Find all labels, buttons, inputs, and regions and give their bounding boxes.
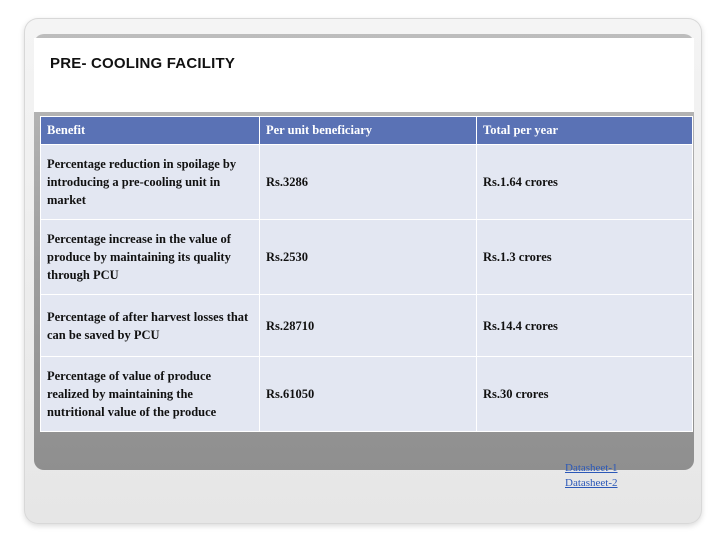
benefit-cell: Percentage increase in the value of produce by maintaining its quality through PCU [41, 220, 260, 295]
benefit-cell: Percentage reduction in spoilage by introducing a pre-cooling unit in market [41, 145, 260, 220]
slide-title: PRE- COOLING FACILITY [50, 55, 236, 72]
title-bar [34, 38, 694, 112]
column-header-total: Total per year [477, 117, 693, 145]
table-row [41, 357, 693, 432]
datasheet-links [565, 461, 618, 491]
datasheet-2-link[interactable]: Datasheet-2 [565, 477, 618, 489]
total-cell: Rs.14.4 crores [477, 295, 693, 357]
per-unit-cell: Rs.28710 [260, 295, 477, 357]
total-cell: Rs.30 crores [477, 357, 693, 432]
per-unit-cell: Rs.3286 [260, 145, 477, 220]
table-header-row [41, 117, 693, 145]
table-row [41, 220, 693, 295]
table-row [41, 295, 693, 357]
benefit-cell: Percentage of value of produce realized by maintaining the nutritional value of the produce [41, 357, 260, 432]
benefit-cell: Percentage of after harvest losses that can be saved by PCU [41, 295, 260, 357]
column-header-benefit: Benefit [41, 117, 260, 145]
datasheet-1-link[interactable]: Datasheet-1 [565, 462, 618, 474]
total-cell: Rs.1.3 crores [477, 220, 693, 295]
benefits-table [40, 116, 693, 432]
per-unit-cell: Rs.61050 [260, 357, 477, 432]
column-header-per-unit: Per unit beneficiary [260, 117, 477, 145]
per-unit-cell: Rs.2530 [260, 220, 477, 295]
table-row [41, 145, 693, 220]
total-cell: Rs.1.64 crores [477, 145, 693, 220]
